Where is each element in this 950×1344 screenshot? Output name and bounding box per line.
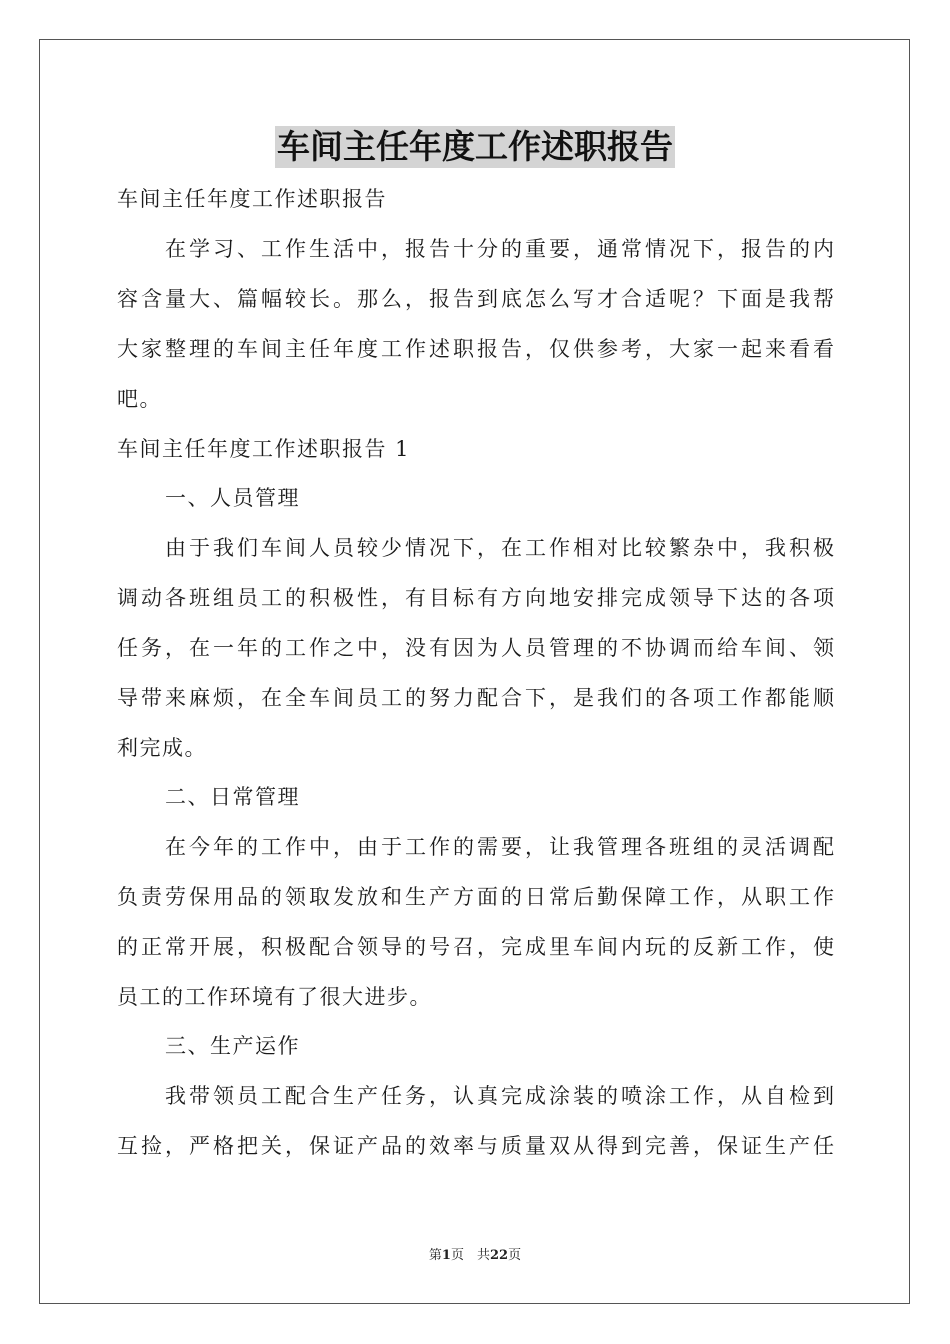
subsection-heading: 三、生产运作 (165, 1034, 300, 1058)
paragraph-line: 互捡，严格把关，保证产品的效率与质量双从得到完善，保证生产任 (117, 1134, 834, 1158)
paragraph-line: 任务，在一年的工作之中，没有因为人员管理的不协调而给车间、领 (117, 636, 834, 660)
page-suffix: 页 (508, 1248, 522, 1263)
paragraph-line: 利完成。 (117, 736, 207, 760)
paragraph-line: 在今年的工作中，由于工作的需要，让我管理各班组的灵活调配 (165, 835, 834, 859)
paragraph-line: 的正常开展，积极配合领导的号召，完成里车间内玩的反新工作，使 (117, 935, 834, 959)
paragraph-line: 负责劳保用品的领取发放和生产方面的日常后勤保障工作，从职工作 (117, 885, 834, 909)
page-prefix: 第 (428, 1248, 442, 1263)
paragraph-line: 调动各班组员工的积极性，有目标有方向地安排完成领导下达的各项 (117, 586, 834, 610)
page-total: 22 (489, 1248, 509, 1263)
page-border (39, 39, 910, 1304)
paragraph-line: 容含量大、篇幅较长。那么，报告到底怎么写才合适呢？下面是我帮 (117, 287, 834, 311)
section-heading: 车间主任年度工作述职报告 1 (117, 437, 411, 461)
subsection-heading: 二、日常管理 (165, 785, 300, 809)
page-footer (0, 1247, 950, 1265)
title-container (0, 126, 950, 168)
paragraph-line: 我带领员工配合生产任务，认真完成涂装的喷涂工作，从自检到 (165, 1084, 834, 1108)
document-title: 车间主任年度工作述职报告 (277, 127, 673, 166)
subtitle-line: 车间主任年度工作述职报告 (117, 187, 387, 211)
page-mid: 页 共 (450, 1248, 490, 1263)
paragraph-line: 由于我们车间人员较少情况下，在工作相对比较繁杂中，我积极 (165, 536, 834, 560)
page-current: 1 (441, 1248, 451, 1263)
paragraph-line: 大家整理的车间主任年度工作述职报告，仅供参考，大家一起来看看 (117, 337, 834, 361)
paragraph-line: 吧。 (117, 387, 162, 411)
subsection-heading: 一、人员管理 (165, 486, 300, 510)
paragraph-line: 员工的工作环境有了很大进步。 (117, 985, 432, 1009)
paragraph-line: 导带来麻烦，在全车间员工的努力配合下，是我们的各项工作都能顺 (117, 686, 834, 710)
paragraph-line: 在学习、工作生活中，报告十分的重要，通常情况下，报告的内 (165, 237, 834, 261)
